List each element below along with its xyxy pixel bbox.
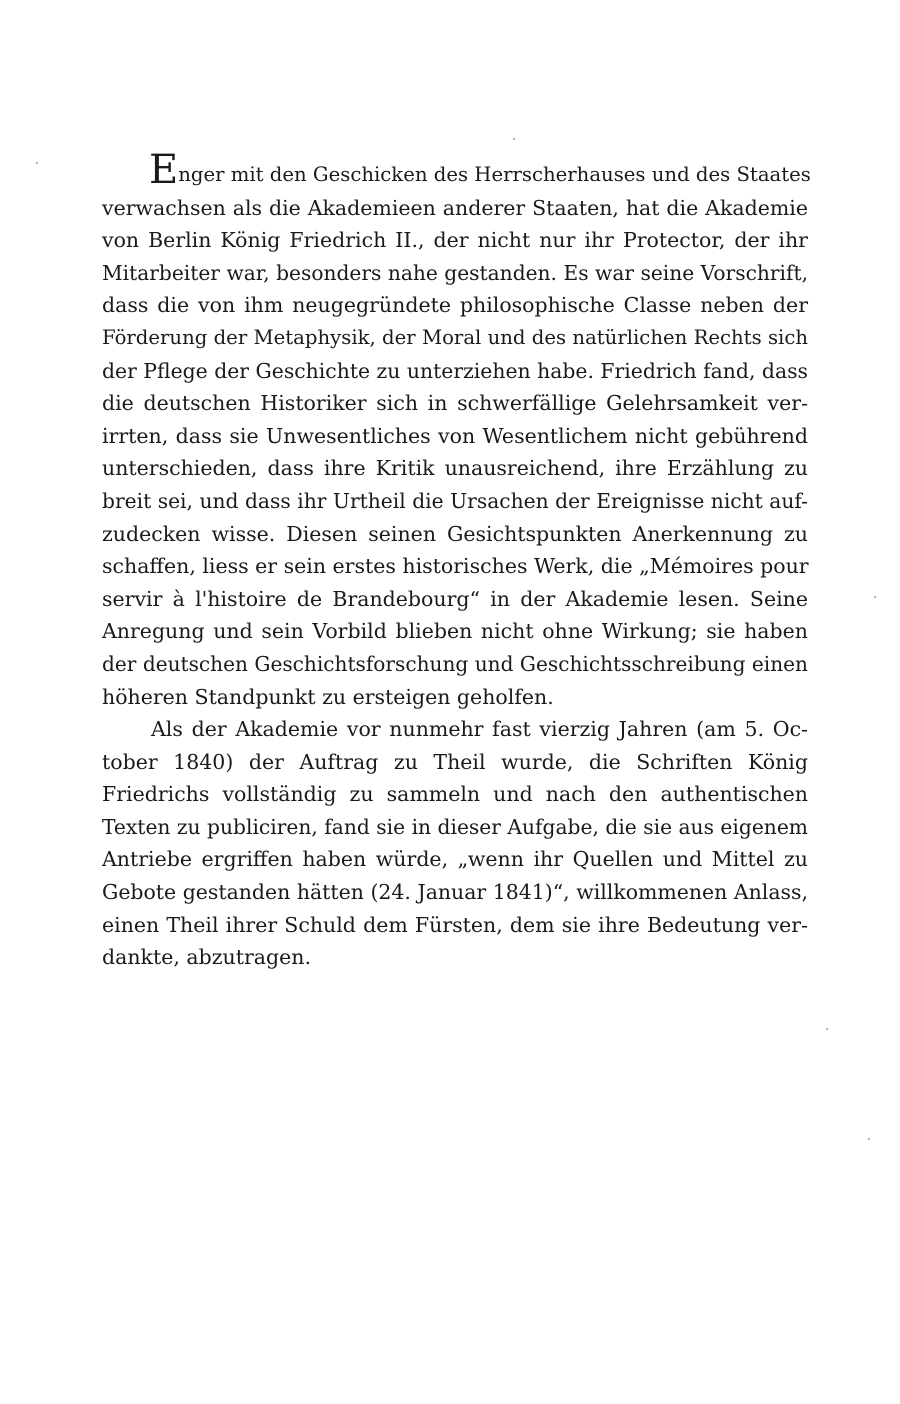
text-line: schaffen, liess er sein erstes historisches Werk, die „Mémoires pour <box>102 554 809 579</box>
text-line: Antriebe ergriffen haben würde, „wenn ihr Quellen und Mittel zu <box>102 847 808 872</box>
text-line: Friedrichs vollständig zu sammeln und nach den authentischen <box>102 782 808 807</box>
text-line: unterschieden, dass ihre Kritik unausreichend, ihre Erzählung zu <box>102 456 808 481</box>
text-line: Mitarbeiter war, besonders nahe gestanden. Es war seine Vorschrift, <box>102 260 808 285</box>
text-line: höheren Standpunkt zu ersteigen geholfen. <box>102 684 554 709</box>
text-line: der deutschen Geschichtsforschung und Geschichtsschreibung einen <box>102 651 808 676</box>
text-line: dass die von ihm neugegründete philosophische Classe neben der <box>102 293 808 318</box>
paragraph-2 <box>102 713 808 974</box>
text-line: die deutschen Historiker sich in schwerfällige Gelehrsamkeit ver- <box>102 391 808 416</box>
text-line: tober 1840) der Auftrag zu Theil wurde, die Schriften König <box>102 749 808 774</box>
scan-speck <box>513 138 515 140</box>
drop-initial: E <box>149 147 179 193</box>
text-line: von Berlin König Friedrich II., der nicht nur ihr Protector, der ihr <box>102 228 808 253</box>
scan-speck <box>874 596 876 598</box>
text-line: breit sei, und dass ihr Urtheil die Ursachen der Ereignisse nicht auf- <box>102 488 808 513</box>
text-line-content: nger mit den Geschicken des Herrscherhauses und des Staates <box>178 163 811 186</box>
paragraph-1 <box>102 147 811 713</box>
scan-speck <box>36 162 38 164</box>
text-line: verwachsen als die Akademieen anderer Staaten, hat die Akademie <box>102 195 808 220</box>
text-line: dankte, abzutragen. <box>102 945 311 970</box>
text-line: Texten zu publiciren, fand sie in dieser Aufgabe, die sie aus eigenem <box>102 814 808 839</box>
scan-speck <box>826 1028 828 1030</box>
body-text <box>102 147 811 974</box>
text-line: der Pflege der Geschichte zu unterziehen habe. Friedrich fand, dass <box>102 358 808 383</box>
text-line: irrten, dass sie Unwesentliches von Wesentlichem nicht gebührend <box>102 423 808 448</box>
text-line <box>102 147 811 193</box>
text-line: Als der Akademie vor nunmehr fast vierzig Jahren (am 5. Oc- <box>151 717 808 742</box>
text-line: zudecken wisse. Diesen seinen Gesichtspunkten Anerkennung zu <box>102 521 808 546</box>
text-line: Anregung und sein Vorbild blieben nicht ohne Wirkung; sie haben <box>102 619 808 644</box>
text-line: Förderung der Metaphysik, der Moral und des natürlichen Rechts sich <box>102 325 808 349</box>
text-line: einen Theil ihrer Schuld dem Fürsten, dem sie ihre Bedeutung ver- <box>102 912 808 937</box>
scan-speck <box>868 1138 870 1140</box>
text-line: servir à l'histoire de Brandebourg“ in der Akademie lesen. Seine <box>102 586 808 611</box>
text-line: Gebote gestanden hätten (24. Januar 1841)“, willkommenen Anlass, <box>102 880 808 905</box>
